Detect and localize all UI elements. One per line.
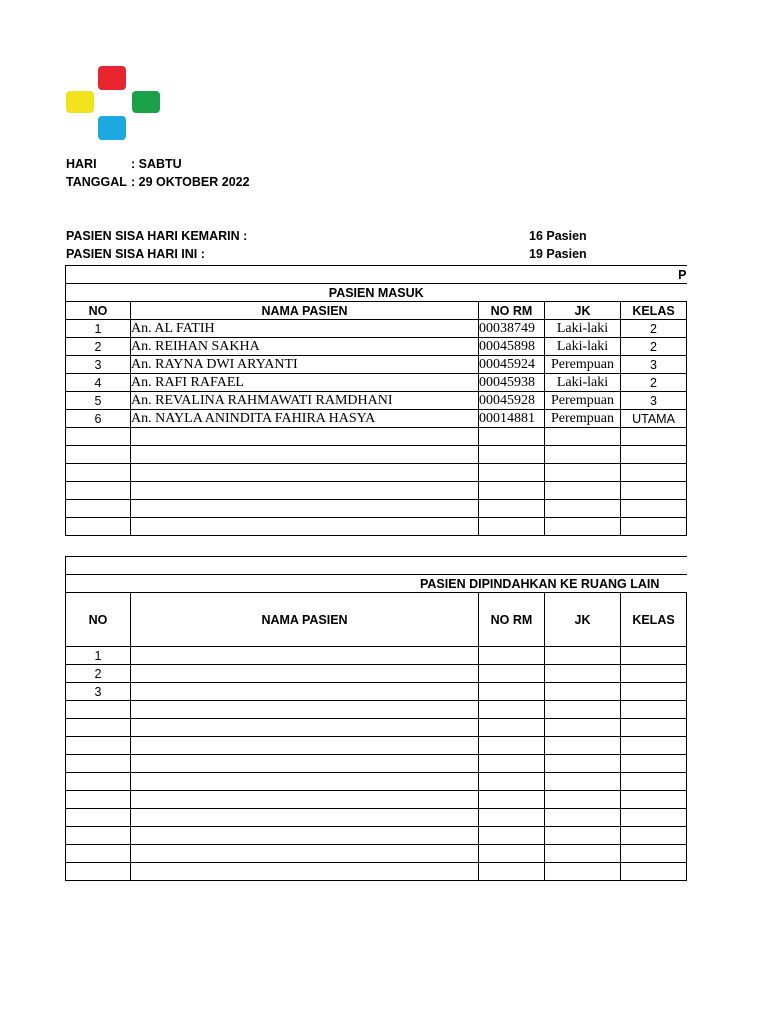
table2-title-row [66, 575, 687, 593]
hari-label: HARI [66, 157, 97, 171]
cell-no: 2 [66, 665, 131, 683]
table-row-empty [66, 773, 687, 791]
table-row [66, 374, 687, 392]
cell-kelas: 2 [621, 320, 687, 338]
cell-no: 1 [66, 320, 131, 338]
cell-no: 2 [66, 338, 131, 356]
table-row [66, 338, 687, 356]
col-header-no: NO [66, 302, 131, 320]
table-row-empty [66, 809, 687, 827]
table-row [66, 683, 687, 701]
cell-nama: An. REIHAN SAKHA [131, 338, 479, 356]
cell-jk: Perempuan [545, 356, 621, 374]
table1-title-row [66, 284, 687, 302]
pasien-masuk-table [65, 265, 687, 536]
col-header-jk: JK [545, 593, 621, 647]
cell-no: 5 [66, 392, 131, 410]
cell-jk: Laki-laki [545, 338, 621, 356]
tanggal-value: : 29 OKTOBER 2022 [131, 175, 250, 189]
cell-norm: 00045924 [479, 356, 545, 374]
cell-kelas: 2 [621, 374, 687, 392]
tanggal-label: TANGGAL [66, 175, 127, 189]
table1-truncated-title: P [66, 266, 687, 284]
table-row-empty [66, 791, 687, 809]
table-row [66, 356, 687, 374]
cell-no: 3 [66, 356, 131, 374]
logo-yellow-block [66, 91, 94, 113]
logo-blue-block [98, 116, 126, 140]
logo-white-s [100, 90, 126, 116]
table-row-empty [66, 500, 687, 518]
logo-green-block [132, 91, 160, 113]
logo-red-block [98, 66, 126, 90]
col-header-norm: NO RM [479, 593, 545, 647]
cell-nama: An. REVALINA RAHMAWATI RAMDHANI [131, 392, 479, 410]
table2-top-row [66, 557, 687, 575]
hari-value: : SABTU [131, 157, 182, 171]
summary-kemarin-label: PASIEN SISA HARI KEMARIN : [66, 229, 248, 243]
table-row-empty [66, 719, 687, 737]
cell-norm: 00045938 [479, 374, 545, 392]
pasien-dipindahkan-table [65, 556, 687, 881]
table-row-empty [66, 737, 687, 755]
table-row [66, 392, 687, 410]
table-row [66, 665, 687, 683]
table2-title: PASIEN DIPINDAHKAN KE RUANG LAIN [66, 575, 687, 593]
col-header-nama: NAMA PASIEN [131, 593, 479, 647]
table-row-empty [66, 845, 687, 863]
summary-kemarin-value: 16 Pasien [529, 229, 587, 243]
summary-ini-label: PASIEN SISA HARI INI : [66, 247, 205, 261]
colored-cross-logo [66, 66, 161, 141]
summary-ini-value: 19 Pasien [529, 247, 587, 261]
cell-kelas: 2 [621, 338, 687, 356]
cell-nama: An. RAFI RAFAEL [131, 374, 479, 392]
col-header-kelas: KELAS [621, 593, 687, 647]
table2-header-row [66, 593, 687, 647]
table-row [66, 320, 687, 338]
cell-nama: An. RAYNA DWI ARYANTI [131, 356, 479, 374]
table-row-empty [66, 755, 687, 773]
col-header-kelas: KELAS [621, 302, 687, 320]
table1-title: PASIEN MASUK [66, 284, 687, 302]
cell-jk: Laki-laki [545, 320, 621, 338]
table-row-empty [66, 827, 687, 845]
table-row [66, 647, 687, 665]
cell-jk: Perempuan [545, 392, 621, 410]
cell-kelas: UTAMA [621, 410, 687, 428]
cell-norm: 00038749 [479, 320, 545, 338]
table-row-empty [66, 482, 687, 500]
table-row-empty [66, 428, 687, 446]
cell-jk: Laki-laki [545, 374, 621, 392]
cell-nama: An. AL FATIH [131, 320, 479, 338]
col-header-nama: NAMA PASIEN [131, 302, 479, 320]
cell-no: 1 [66, 647, 131, 665]
cell-nama: An. NAYLA ANINDITA FAHIRA HASYA [131, 410, 479, 428]
col-header-norm: NO RM [479, 302, 545, 320]
table-row-empty [66, 863, 687, 881]
col-header-jk: JK [545, 302, 621, 320]
header-hari [66, 155, 182, 173]
table-row-empty [66, 518, 687, 536]
cell-norm: 00045928 [479, 392, 545, 410]
cell-kelas: 3 [621, 392, 687, 410]
header-tanggal [66, 173, 250, 191]
col-header-no: NO [66, 593, 131, 647]
table1-header-row [66, 302, 687, 320]
table-row-empty [66, 446, 687, 464]
cell-norm: 00045898 [479, 338, 545, 356]
table1-top-row [66, 266, 687, 284]
cell-no: 4 [66, 374, 131, 392]
cell-kelas: 3 [621, 356, 687, 374]
table-row [66, 410, 687, 428]
table-row-empty [66, 464, 687, 482]
cell-jk: Perempuan [545, 410, 621, 428]
cell-norm: 00014881 [479, 410, 545, 428]
table-row-empty [66, 701, 687, 719]
cell-no: 6 [66, 410, 131, 428]
cell-no: 3 [66, 683, 131, 701]
